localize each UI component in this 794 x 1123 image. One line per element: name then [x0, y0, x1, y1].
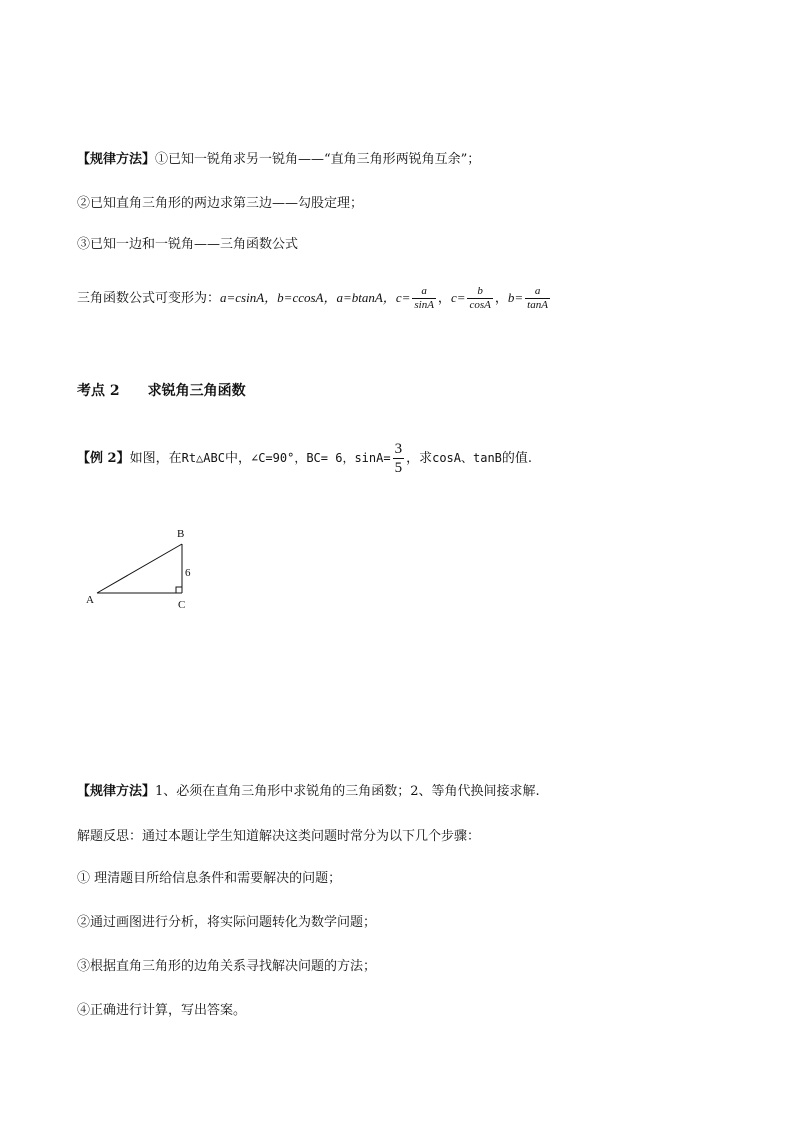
example-text-2: Rt△ABC [181, 451, 225, 465]
reflection-step-2: ②通过画图进行分析，将实际问题转化为数学问题； [77, 915, 377, 930]
method2-label: 【规律方法】 [77, 784, 156, 799]
example-text-7: 的值. [501, 451, 533, 466]
formula-c2-den: cosA [469, 299, 491, 311]
method-line-2: ②已知直角三角形的两边求第三边——勾股定理； [77, 196, 364, 211]
vertex-label-b: B [177, 528, 185, 540]
method-label: 【规律方法】 [77, 152, 156, 167]
method2-line [77, 782, 540, 802]
example-frac-den: 5 [394, 460, 403, 476]
formula-c2-num: b [467, 285, 492, 299]
example-text-5: ，求 [406, 451, 433, 466]
formula-prefix: 三角函数公式可变形为： [77, 291, 221, 306]
example-text-6: cosA、tanB [432, 451, 502, 465]
vertex-label-c: C [178, 599, 186, 611]
formula-c2-lhs: c= [450, 290, 466, 305]
example-frac-num: 3 [394, 441, 403, 457]
formula-c1-fraction [412, 285, 436, 312]
formula-c1-den: sinA [414, 299, 434, 311]
method2-text: 1、必须在直角三角形中求锐角的三角函数；2、等角代换间接求解. [155, 784, 540, 799]
example-text-4: ∠C=90°，BC= 6，sinA= [250, 451, 391, 465]
formula-c3-fraction [525, 285, 550, 312]
method-line-3: ③已知一边和一锐角——三角函数公式 [77, 237, 299, 252]
method-line-1 [77, 150, 480, 170]
formula-c2-fraction [467, 285, 492, 312]
kaodian-title: 考点 2 [77, 383, 120, 399]
formula-c3-lhs: b= [507, 290, 524, 305]
reflection-step-1: ① 理清题目所给信息条件和需要解决的问题； [77, 871, 342, 886]
triangle-figure [80, 520, 210, 615]
vertex-label-a: A [86, 594, 94, 606]
formula-line [77, 283, 552, 314]
example-line [77, 440, 532, 477]
formula-sep-1: ， [437, 291, 451, 306]
method-text-1: ①已知一锐角求另一锐角——“直角三角形两锐角互余”； [155, 152, 481, 167]
side-length-label: 6 [185, 567, 191, 579]
side-ab [97, 544, 182, 593]
example-text-1: 如图，在 [129, 451, 182, 466]
example-fraction [393, 440, 405, 477]
right-angle-mark [176, 587, 182, 593]
kaodian-subtitle: 求锐角三角函数 [147, 383, 246, 399]
reflection-step-3: ③根据直角三角形的边角关系寻找解决问题的方法； [77, 959, 377, 974]
kaodian-heading [77, 381, 246, 401]
formula-c3-den: tanA [527, 299, 548, 311]
formula-c1-lhs: c= [395, 290, 411, 305]
formula-sep-2: ， [494, 291, 508, 306]
reflection-intro: 解题反思：通过本题让学生知道解决这类问题时常分为以下几个步骤： [77, 829, 481, 844]
formula-c3-num: a [525, 285, 550, 299]
formula-basic: a=csinA，b=ccosA，a=btanA， [220, 290, 396, 305]
formula-c1-num: a [412, 285, 436, 299]
example-text-3: 中， [224, 451, 251, 466]
reflection-step-4: ④正确进行计算，写出答案。 [77, 1003, 247, 1018]
example-label: 【例 2】 [77, 451, 130, 466]
